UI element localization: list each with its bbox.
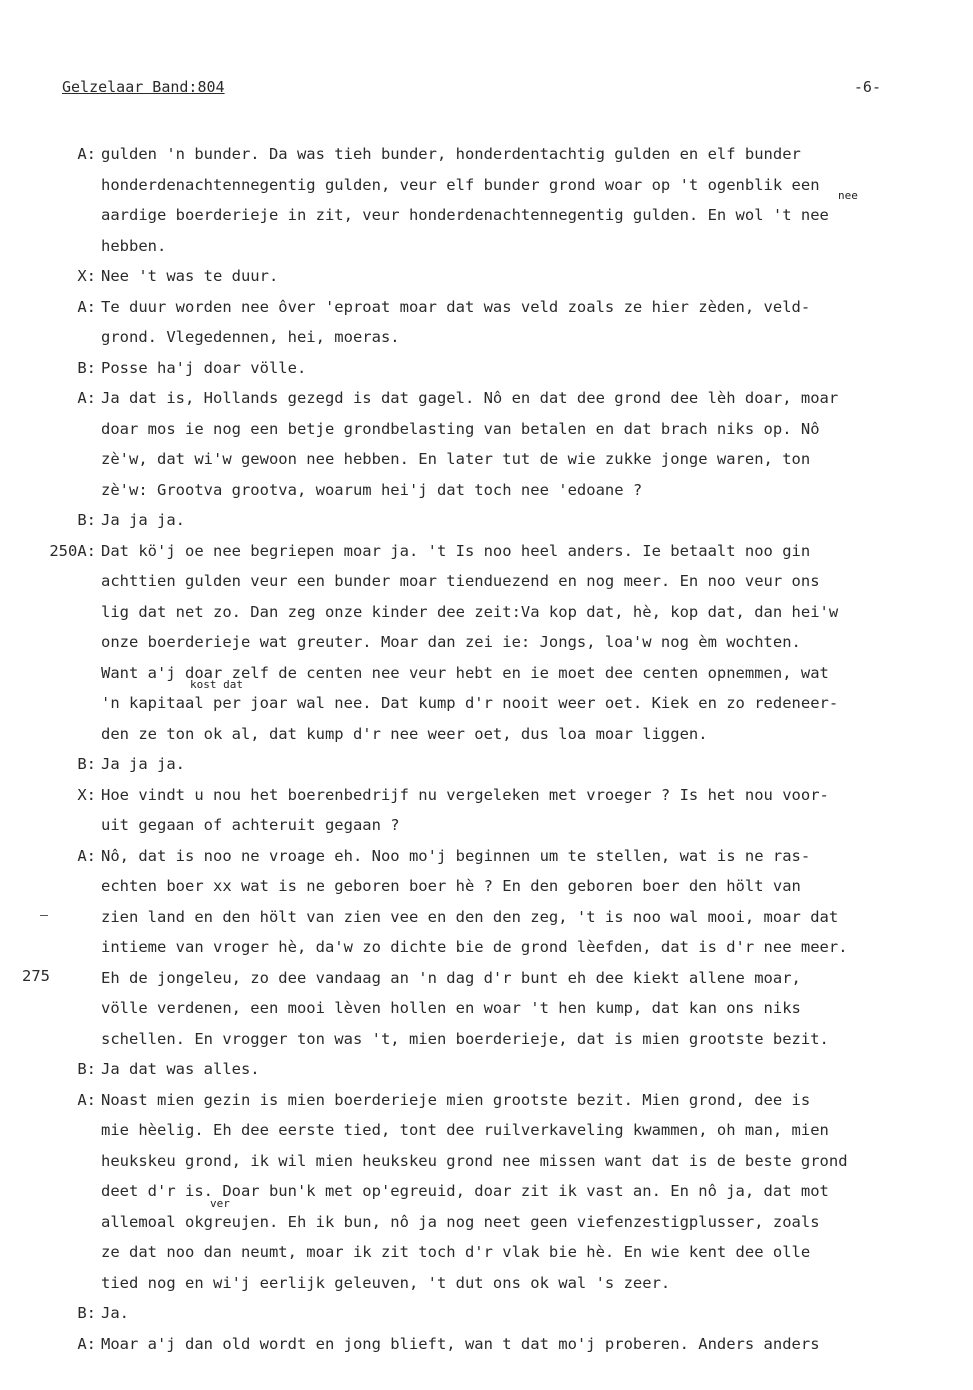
line-text: Ja ja ja. (101, 511, 185, 529)
line-text: hebben. (101, 236, 167, 255)
typed-insertion: kost dat (190, 678, 243, 691)
transcript-line (0, 414, 973, 445)
transcript-line (0, 993, 973, 1024)
speaker-label: B: (77, 755, 96, 773)
line-text: Ja ja ja. (101, 755, 185, 773)
transcript-line (0, 566, 973, 597)
line-text: heukskeu grond, ik wil mien heukskeu grond nee missen want dat is de beste grond (101, 1151, 848, 1170)
line-text: Noast mien gezin is mien boerderieje mien grootste bezit. Mien grond, dee is (101, 1090, 811, 1109)
transcript-line (0, 139, 973, 170)
speaker-label: A: (77, 846, 96, 865)
transcript-line (0, 841, 973, 872)
transcript-line (0, 1329, 973, 1360)
line-text: echten boer xx wat is ne geboren boer hè ? En den geboren boer den hölt van (101, 877, 801, 895)
transcript-line (0, 536, 973, 567)
line-text: onze boerderieje wat greuter. Moar dan zei ie: Jongs, loa'w nog èm wochten. (101, 633, 801, 651)
line-text: deet d'r is. Doar bun'k met op'egreuid, doar zit ik vast an. En nô ja, dat mot (101, 1182, 829, 1200)
transcript-line (0, 810, 973, 841)
line-text: Ja dat is, Hollands gezegd is dat gagel. Nô en dat dee grond dee lèh doar, moar (101, 389, 839, 407)
line-text: völle verdenen, een mooi lèven hollen en woar 't hen kump, dat kan ons niks (101, 999, 801, 1017)
line-text: mie hèelig. Eh dee eerste tied, tont dee ruilverkaveling kwammen, oh man, mien (101, 1121, 829, 1139)
transcript-line (0, 292, 973, 323)
line-text: zè'w, dat wi'w gewoon nee hebben. En later tut de wie zukke jonge waren, ton (101, 450, 811, 468)
line-text: Posse ha'j doar völle. (101, 358, 307, 377)
speaker-label: B: (77, 1304, 96, 1322)
transcript-line (0, 475, 973, 506)
line-text: Moar a'j dan old wordt en jong blieft, wan t dat mo'j proberen. Anders anders (101, 1334, 820, 1353)
margin-line-number: 275 (22, 967, 50, 985)
line-text: allemoal okgreujen. Eh ik bun, nô ja nog neet geen viefenzestigplusser, zoals (101, 1212, 820, 1231)
speaker-label: A: (77, 1090, 96, 1109)
speaker-label: A: (77, 145, 96, 163)
line-text: Eh de jongeleu, zo dee vandaag an 'n dag d'r bunt eh dee kiekt allene moar, (101, 968, 801, 987)
transcript-line (0, 1237, 973, 1268)
line-text: honderdenachtennegentig gulden, veur elf bunder grond woar op 't ogenblik een (101, 175, 820, 194)
speaker-label: B: (77, 511, 96, 529)
speaker-label: A: (77, 389, 96, 407)
line-text: grond. Vlegedennen, hei, moeras. (101, 328, 400, 346)
transcript-line (0, 505, 973, 536)
transcript-line (0, 780, 973, 811)
transcript-line (0, 749, 973, 780)
transcript-line (0, 1268, 973, 1299)
line-text: zien land en den hölt van zien vee en den den zeg, 't is noo wal mooi, moar dat (101, 907, 839, 926)
speaker-label: A: (77, 1334, 96, 1353)
line-text: tied nog en wi'j eerlijk geleuven, 't dut ons ok wal 's zeer. (101, 1273, 671, 1292)
line-text: gulden 'n bunder. Da was tieh bunder, honderdentachtig gulden en elf bunder (101, 145, 801, 163)
line-text: Dat kö'j oe nee begriepen moar ja. 't Is noo heel anders. Ie betaalt noo gin (101, 541, 811, 560)
line-text: Nee 't was te duur. (101, 267, 279, 285)
transcript-line (0, 200, 973, 231)
transcript-line (0, 322, 973, 353)
transcript-line (0, 353, 973, 384)
speaker-label: X: (77, 785, 96, 804)
transcript-line (0, 597, 973, 628)
speaker-label: A: (77, 297, 96, 316)
handwritten-insertion: nee (838, 189, 858, 202)
speaker-label: X: (77, 267, 96, 285)
speaker-label: B: (77, 1060, 96, 1078)
line-text: uit gegaan of achteruit gegaan ? (101, 816, 400, 834)
line-text: lig dat net zo. Dan zeg onze kinder dee zeit:Va kop dat, hè, kop dat, dan hei'w (101, 602, 839, 621)
transcript-line (0, 1054, 973, 1085)
line-text: Want a'j doar zelf de centen nee veur hebt en ie moet dee centen opnemmen, wat (101, 663, 829, 682)
transcript-line (0, 627, 973, 658)
transcript-line (0, 719, 973, 750)
transcript-line (0, 444, 973, 475)
speaker-label: B: (77, 358, 96, 377)
page-header (62, 78, 881, 100)
line-text: intieme van vroger hè, da'w zo dichte bie de grond lèefden, dat is d'r nee meer. (101, 938, 848, 956)
typed-insertion: ver (210, 1197, 230, 1210)
transcript-line (0, 1298, 973, 1329)
line-text: aardige boerderieje in zit, veur honderdenachtennegentig gulden. En wol 't nee (101, 206, 829, 224)
transcript-line (0, 658, 973, 689)
page-number: -6- (853, 78, 881, 96)
transcript-line (0, 1146, 973, 1177)
transcript-line (0, 261, 973, 292)
transcript-line (0, 1024, 973, 1055)
line-text: schellen. En vrogger ton was 't, mien boerderieje, dat is mien grootste bezit. (101, 1029, 829, 1048)
transcript-line (0, 1085, 973, 1116)
line-text: 'n kapitaal per joar wal nee. Dat kump d'r nooit weer oet. Kiek en zo redeneer- (101, 694, 839, 712)
line-text: Te duur worden nee ôver 'eproat moar dat was veld zoals ze hier zèden, veld- (101, 297, 811, 316)
transcript-body (0, 139, 973, 1359)
line-text: achttien gulden veur een bunder moar tienduezend en nog meer. En noo veur ons (101, 572, 820, 590)
transcript-line (0, 1176, 973, 1210)
line-text: doar mos ie nog een betje grondbelasting van betalen en dat brach niks op. Nô (101, 419, 820, 438)
transcript-line (0, 688, 973, 719)
line-text: den ze ton ok al, dat kump d'r nee weer oet, dus loa moar liggen. (101, 724, 708, 743)
line-text: Ja dat was alles. (101, 1060, 260, 1078)
transcript-line (0, 1207, 973, 1238)
header-title: Gelzelaar Band:804 (62, 78, 225, 96)
transcript-line (0, 231, 973, 262)
transcript-line (0, 963, 973, 994)
transcript-line (0, 383, 973, 414)
transcript-line (0, 1115, 973, 1146)
transcript-line (0, 170, 973, 201)
line-text: Nô, dat is noo ne vroage eh. Noo mo'j beginnen um te stellen, wat is ne ras- (101, 846, 811, 865)
margin-mark (40, 915, 48, 916)
line-text: Hoe vindt u nou het boerenbedrijf nu vergeleken met vroeger ? Is het nou voor- (101, 785, 829, 804)
transcript-line (0, 932, 973, 963)
transcript-line (0, 871, 973, 902)
line-text: ze dat noo dan neumt, moar ik zit toch d'r vlak bie hè. En wie kent dee olle (101, 1243, 811, 1261)
speaker-label: 250A: (49, 541, 96, 560)
line-text: zè'w: Grootva grootva, woarum hei'j dat toch nee 'edoane ? (101, 480, 643, 499)
transcript-line (0, 902, 973, 933)
line-text: Ja. (101, 1304, 129, 1322)
